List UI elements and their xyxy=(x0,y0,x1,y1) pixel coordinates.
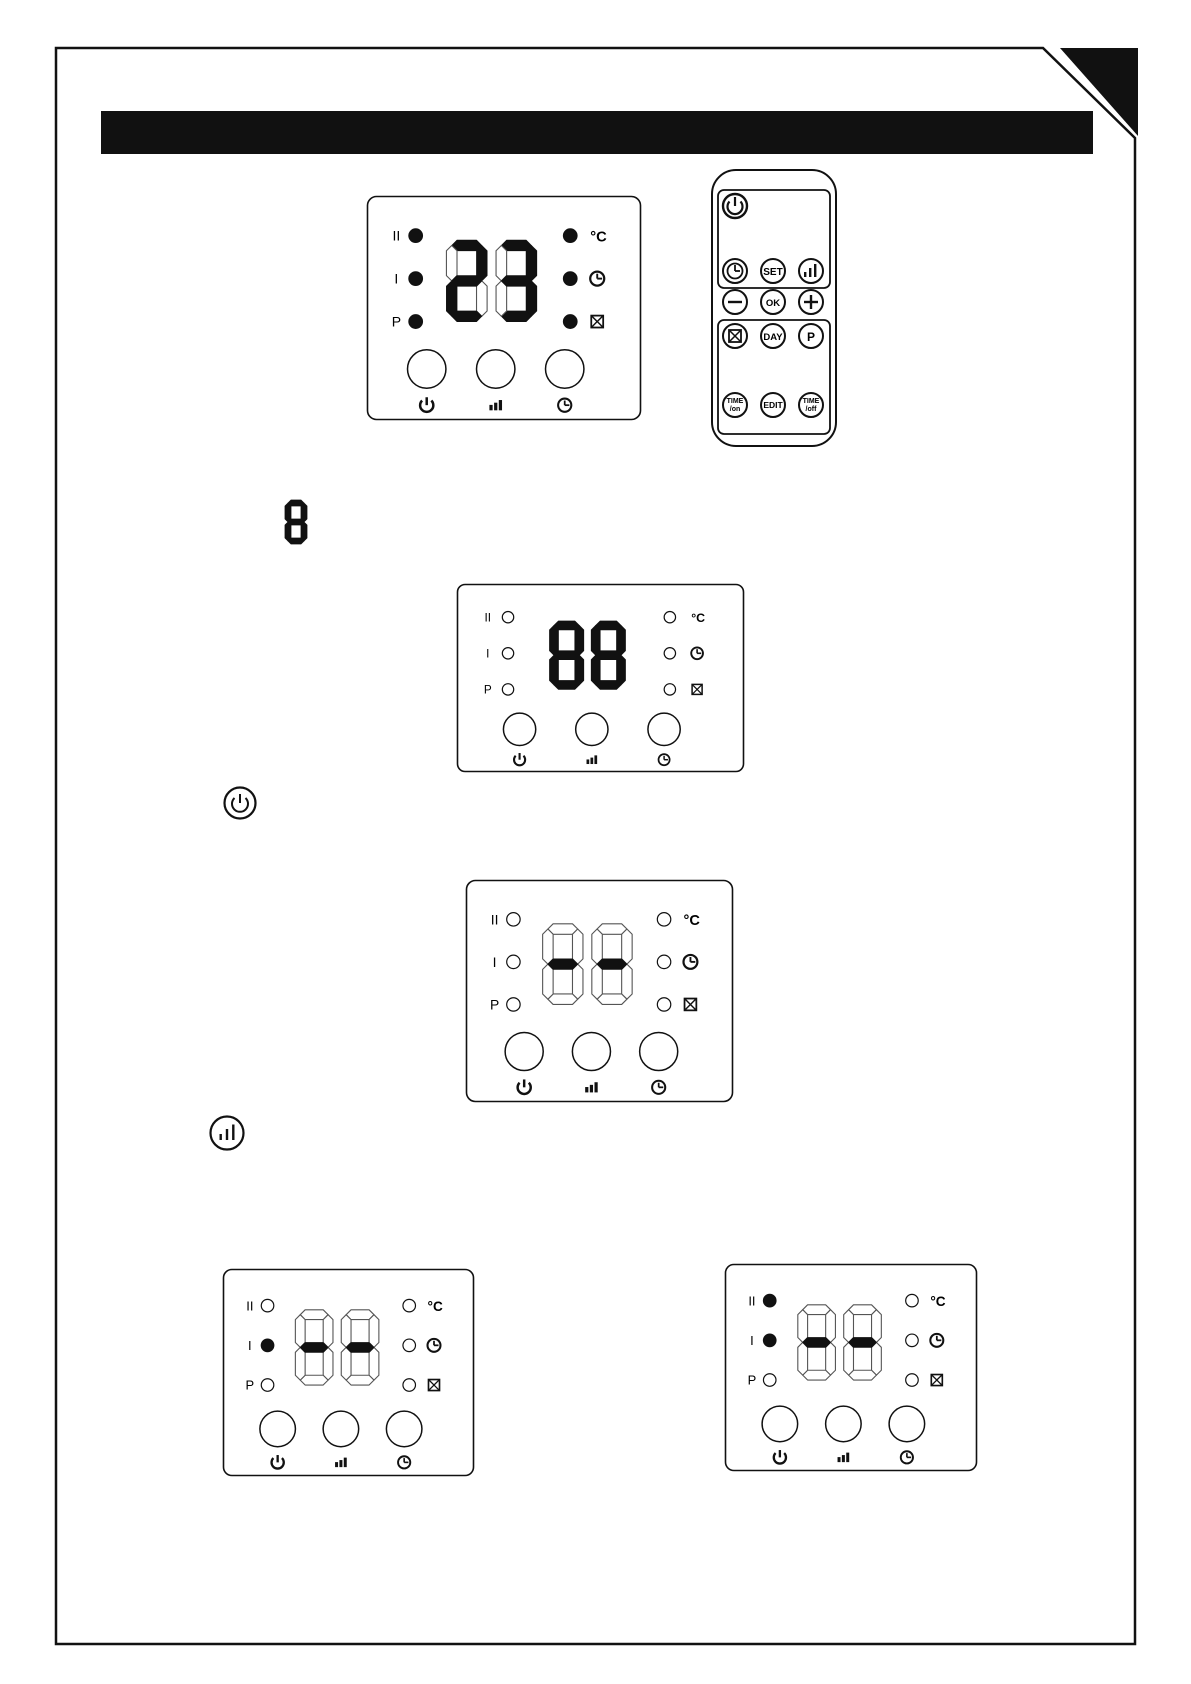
timer-led xyxy=(403,1339,416,1352)
segment-e xyxy=(543,964,553,999)
mode-low-label: I xyxy=(750,1332,754,1348)
segment-b xyxy=(575,625,584,655)
mode-high-label: II xyxy=(392,227,401,244)
mode-program-led xyxy=(261,1379,274,1392)
remote-time-on-button[interactable] xyxy=(723,393,747,417)
segment-e xyxy=(496,281,507,316)
window-led xyxy=(664,684,675,695)
remote-set-button[interactable] xyxy=(761,259,785,283)
segment-f xyxy=(592,929,602,964)
timer-icon xyxy=(901,1451,913,1463)
mode-low-led xyxy=(409,272,423,286)
celsius-led xyxy=(403,1299,416,1312)
segment-c xyxy=(526,281,537,316)
celsius-label: °C xyxy=(930,1293,946,1309)
segment-a xyxy=(548,924,578,934)
celsius-led xyxy=(657,913,670,926)
segment-a xyxy=(597,924,627,934)
segment-d xyxy=(501,311,531,322)
segment-e xyxy=(446,281,457,316)
segment-g xyxy=(548,959,578,969)
segment-b xyxy=(572,929,582,964)
segment-g xyxy=(288,519,304,525)
segment-f xyxy=(543,929,553,964)
header-bar xyxy=(101,111,1093,154)
mode-high-led xyxy=(763,1294,776,1307)
timer-led xyxy=(664,648,675,659)
mode-low-label: I xyxy=(486,647,490,661)
segment-c xyxy=(477,281,488,316)
mode-low-label: I xyxy=(394,270,399,287)
mode-low-led xyxy=(502,648,513,659)
timer-icon xyxy=(398,1456,410,1468)
segment-b xyxy=(826,1310,836,1343)
segment-b xyxy=(872,1310,882,1343)
segment-b xyxy=(369,1315,379,1348)
segment-e xyxy=(798,1342,808,1375)
segment-d xyxy=(548,994,578,1004)
celsius-label: °C xyxy=(691,610,706,625)
remote-day-button[interactable] xyxy=(761,324,785,348)
panel-timer-button[interactable] xyxy=(640,1032,678,1070)
timer-led xyxy=(563,272,577,286)
celsius-label: °C xyxy=(683,912,700,929)
control-panel xyxy=(456,583,745,773)
mode-high-led xyxy=(261,1299,274,1312)
panel-power-button[interactable] xyxy=(503,713,535,745)
segment-a xyxy=(501,240,531,251)
remote-time-off-button[interactable] xyxy=(799,393,823,417)
segment-c xyxy=(575,655,584,685)
svg-text:EDIT: EDIT xyxy=(763,400,783,410)
segment-e xyxy=(341,1347,351,1380)
mode-high-label: II xyxy=(246,1298,254,1314)
mode-low-label: I xyxy=(248,1337,252,1353)
panel-power-button[interactable] xyxy=(260,1411,296,1447)
segment-b xyxy=(617,625,626,655)
panel-timer-button[interactable] xyxy=(648,713,680,745)
timer-led xyxy=(906,1334,919,1347)
segment-g xyxy=(597,959,627,969)
window-led xyxy=(906,1374,919,1387)
timer-indicator-icon xyxy=(590,272,604,286)
celsius-label: °C xyxy=(590,229,607,246)
timer-indicator-icon xyxy=(930,1334,943,1347)
celsius-led xyxy=(906,1294,919,1307)
segment-b xyxy=(477,245,488,280)
window-open-icon xyxy=(692,684,702,694)
segment-g xyxy=(300,1343,328,1353)
segment-c xyxy=(622,964,632,999)
window-led xyxy=(657,998,670,1011)
segment-e xyxy=(592,964,602,999)
timer-led xyxy=(657,955,670,968)
mode-program-label: P xyxy=(483,683,492,697)
control-panel xyxy=(465,879,734,1103)
seven-segment-digit xyxy=(282,498,310,546)
remote-timer-button[interactable] xyxy=(723,259,747,283)
mode-program-label: P xyxy=(489,996,500,1013)
control-panel xyxy=(366,195,642,421)
mode-program-label: P xyxy=(747,1372,757,1388)
remote-window-button[interactable] xyxy=(723,324,747,348)
segment-c xyxy=(617,655,626,685)
window-open-icon xyxy=(428,1380,439,1391)
control-panel xyxy=(724,1263,978,1472)
mode-low-led xyxy=(763,1334,776,1347)
svg-text:P: P xyxy=(806,330,816,344)
segment-g xyxy=(849,1338,877,1348)
segment-c xyxy=(872,1342,882,1375)
window-led xyxy=(403,1379,416,1392)
segment-g xyxy=(346,1343,374,1353)
segment-f xyxy=(496,245,507,280)
celsius-led xyxy=(563,229,577,243)
control-panel xyxy=(222,1268,475,1477)
mode-program-label: P xyxy=(391,313,402,330)
svg-text:/on: /on xyxy=(729,406,741,413)
segment-f xyxy=(446,245,457,280)
celsius-led xyxy=(664,612,675,623)
segment-e xyxy=(591,655,600,685)
panel-timer-button[interactable] xyxy=(546,350,584,388)
mode-high-label: II xyxy=(484,611,492,625)
segment-g xyxy=(554,651,579,660)
svg-text:SET: SET xyxy=(763,267,783,278)
mode-high-led xyxy=(507,913,520,926)
window-open-icon xyxy=(591,316,603,328)
remote-control xyxy=(710,168,838,448)
segment-g xyxy=(596,651,621,660)
timer-icon xyxy=(558,399,571,412)
mode-high-led xyxy=(502,612,513,623)
mode-low-led xyxy=(261,1339,274,1352)
panel-fan-button[interactable] xyxy=(572,1032,610,1070)
power-icon xyxy=(222,785,258,821)
svg-text:DAY: DAY xyxy=(763,332,783,343)
segment-d xyxy=(597,994,627,1004)
segment-d xyxy=(554,681,579,690)
segment-f xyxy=(798,1310,808,1343)
panel-power-button[interactable] xyxy=(505,1032,543,1070)
segment-d xyxy=(452,311,482,322)
svg-text:/off: /off xyxy=(805,406,817,413)
fan-icon xyxy=(208,1114,246,1152)
segment-a xyxy=(596,621,621,630)
segment-e xyxy=(295,1347,305,1380)
standalone-digit xyxy=(285,500,307,544)
segment-b xyxy=(323,1315,333,1348)
mode-program-led xyxy=(409,315,423,329)
mode-high-label: II xyxy=(490,911,499,928)
segment-e xyxy=(285,522,291,541)
timer-icon xyxy=(652,1081,665,1094)
mode-low-led xyxy=(507,955,520,968)
mode-high-label: II xyxy=(748,1293,756,1309)
segment-f xyxy=(341,1315,351,1348)
timer-icon xyxy=(659,754,670,765)
panel-power-button[interactable] xyxy=(408,350,446,388)
mode-program-led xyxy=(507,998,520,1011)
segment-c xyxy=(826,1342,836,1375)
remote-minus-button[interactable] xyxy=(723,290,747,314)
segment-g xyxy=(501,276,531,287)
panel-fan-button[interactable] xyxy=(826,1406,862,1442)
segment-g xyxy=(803,1338,831,1348)
segment-e xyxy=(550,655,559,685)
remote-program-button[interactable] xyxy=(799,324,823,348)
mode-program-led xyxy=(763,1374,776,1387)
panel-fan-button[interactable] xyxy=(477,350,515,388)
segment-f xyxy=(550,625,559,655)
panel-power-button[interactable] xyxy=(762,1406,798,1442)
window-open-icon xyxy=(931,1375,942,1386)
segment-f xyxy=(285,503,291,522)
segment-f xyxy=(295,1315,305,1348)
segment-c xyxy=(369,1347,379,1380)
panel-timer-button[interactable] xyxy=(889,1406,925,1442)
svg-text:TIME: TIME xyxy=(726,398,744,405)
panel-timer-button[interactable] xyxy=(386,1411,422,1447)
remote-power-button[interactable] xyxy=(723,194,747,218)
panel-fan-button[interactable] xyxy=(576,713,608,745)
segment-f xyxy=(591,625,600,655)
segment-g xyxy=(452,276,482,287)
segment-f xyxy=(844,1310,854,1343)
mode-high-led xyxy=(409,229,423,243)
mode-low-label: I xyxy=(492,953,497,970)
svg-text:OK: OK xyxy=(765,298,781,309)
window-open-icon xyxy=(685,999,697,1011)
window-led xyxy=(563,315,577,329)
segment-c xyxy=(572,964,582,999)
timer-indicator-icon xyxy=(683,955,697,969)
mode-program-led xyxy=(502,684,513,695)
segment-a xyxy=(452,240,482,251)
segment-a xyxy=(554,621,579,630)
segment-d xyxy=(596,681,621,690)
segment-c xyxy=(301,522,307,541)
remote-plus-button[interactable] xyxy=(799,290,823,314)
segment-b xyxy=(622,929,632,964)
svg-text:TIME: TIME xyxy=(802,398,820,405)
mode-program-label: P xyxy=(245,1377,255,1393)
timer-indicator-icon xyxy=(691,647,703,659)
remote-fan-button[interactable] xyxy=(799,259,823,283)
segment-c xyxy=(323,1347,333,1380)
remote-edit-button[interactable] xyxy=(761,393,785,417)
segment-b xyxy=(301,503,307,522)
timer-indicator-icon xyxy=(428,1339,441,1352)
panel-fan-button[interactable] xyxy=(323,1411,359,1447)
segment-b xyxy=(526,245,537,280)
segment-e xyxy=(844,1342,854,1375)
celsius-label: °C xyxy=(427,1298,443,1314)
remote-ok-button[interactable] xyxy=(761,290,785,314)
